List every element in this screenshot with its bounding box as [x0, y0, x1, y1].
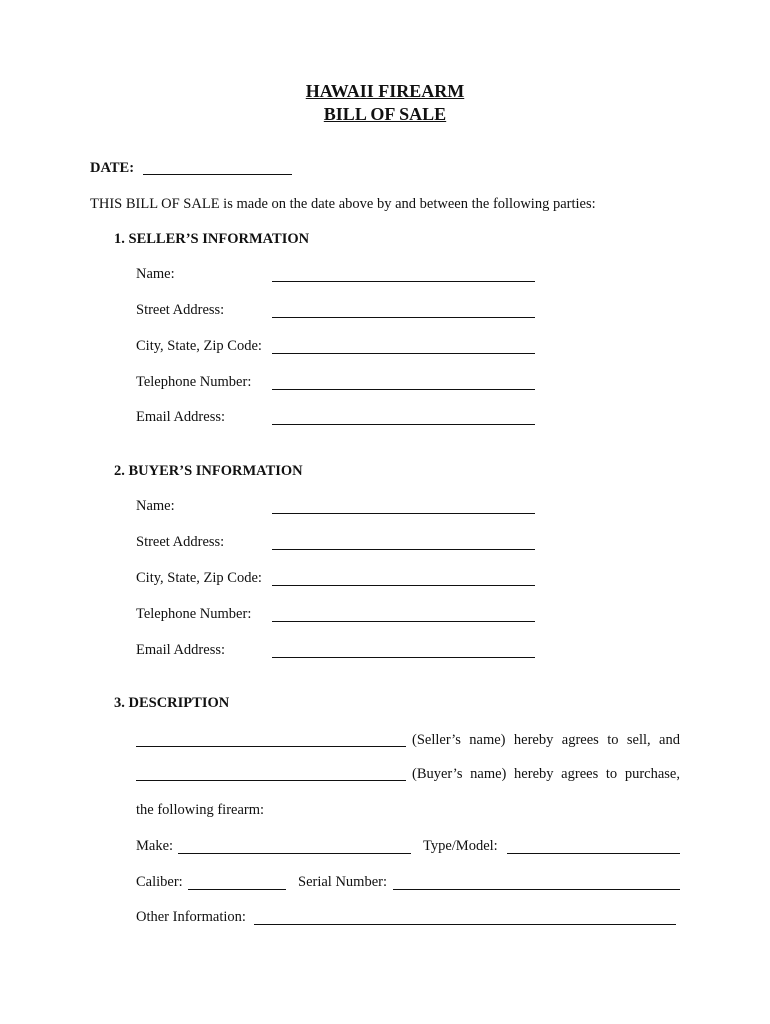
date-label: DATE: [90, 160, 135, 176]
seller-name-blank[interactable] [136, 746, 406, 747]
buyer-city-label: City, State, Zip Code: [136, 570, 262, 586]
make-field[interactable] [178, 853, 411, 854]
buyer-name-blank[interactable] [136, 780, 406, 781]
caliber-label: Caliber: [136, 874, 183, 890]
buyer-clause: (Buyer’s name) hereby agrees to purchase, [412, 766, 680, 782]
buyer-name-label: Name: [136, 498, 175, 514]
serial-number-field[interactable] [393, 889, 680, 890]
seller-street-field[interactable] [272, 317, 535, 318]
serial-number-label: Serial Number: [298, 874, 387, 890]
description-heading: 3. DESCRIPTION [114, 695, 230, 711]
buyer-street-field[interactable] [272, 549, 535, 550]
buyer-phone-field[interactable] [272, 621, 535, 622]
buyer-email-field[interactable] [272, 657, 535, 658]
date-field[interactable] [143, 174, 292, 175]
seller-name-label: Name: [136, 266, 175, 282]
buyer-city-field[interactable] [272, 585, 535, 586]
buyer-email-label: Email Address: [136, 642, 226, 658]
make-label: Make: [136, 838, 174, 854]
intro-text: THIS BILL OF SALE is made on the date above by and between the following parties: [90, 196, 596, 212]
buyer-heading: 2. BUYER’S INFORMATION [114, 463, 303, 479]
type-model-field[interactable] [507, 853, 680, 854]
seller-phone-label: Telephone Number: [136, 374, 252, 390]
seller-phone-field[interactable] [272, 389, 535, 390]
type-model-label: Type/Model: [423, 838, 498, 854]
other-information-field[interactable] [254, 924, 676, 925]
buyer-phone-label: Telephone Number: [136, 606, 252, 622]
seller-street-label: Street Address: [136, 302, 225, 318]
buyer-street-label: Street Address: [136, 534, 225, 550]
seller-city-label: City, State, Zip Code: [136, 338, 262, 354]
document-title: HAWAII FIREARM [305, 81, 465, 101]
buyer-name-field[interactable] [272, 513, 535, 514]
seller-email-field[interactable] [272, 424, 535, 425]
seller-city-field[interactable] [272, 353, 535, 354]
following-firearm-text: the following firearm: [136, 802, 265, 818]
other-information-label: Other Information: [136, 909, 246, 925]
document-subtitle: BILL OF SALE [323, 104, 447, 124]
caliber-field[interactable] [188, 889, 286, 890]
seller-email-label: Email Address: [136, 409, 226, 425]
seller-heading: 1. SELLER’S INFORMATION [114, 231, 310, 247]
seller-clause: (Seller’s name) hereby agrees to sell, and [412, 732, 680, 748]
seller-name-field[interactable] [272, 281, 535, 282]
